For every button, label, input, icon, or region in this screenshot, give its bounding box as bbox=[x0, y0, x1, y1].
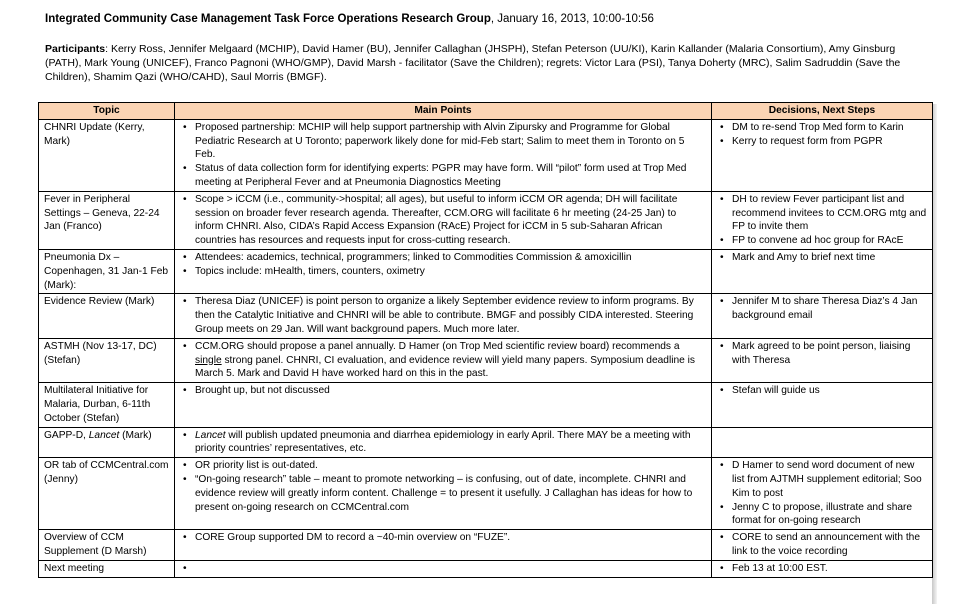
table-row bbox=[39, 338, 933, 382]
points-cell bbox=[175, 338, 712, 382]
table-row bbox=[39, 249, 933, 293]
topic-cell: Fever in Peripheral Settings – Geneva, 22-24 Jan (Franco) bbox=[39, 191, 175, 249]
point-text: will publish updated pneumonia and diarrhea epidemiology in early April. There MAY be a meeting with priority countries’ representatives, etc. bbox=[195, 429, 691, 455]
list-item: • Mark and Amy to brief next time bbox=[732, 251, 927, 265]
decisions-cell bbox=[712, 458, 933, 530]
list-item: • D Hamer to send word document of new list from AJTMH supplement editorial; Soo Kim to post bbox=[732, 459, 927, 500]
list-item: • FP to convene ad hoc group for RAcE bbox=[732, 234, 927, 248]
table-row bbox=[39, 191, 933, 249]
table-row bbox=[39, 458, 933, 530]
decisions-cell bbox=[712, 119, 933, 191]
table-row bbox=[39, 560, 933, 577]
topic-cell: Next meeting bbox=[39, 560, 175, 577]
decisions-cell bbox=[712, 427, 933, 458]
list-item: • Stefan will guide us bbox=[732, 384, 927, 398]
decisions-cell bbox=[712, 383, 933, 427]
list-item: • Scope > iCCM (i.e., community->hospital; all ages), but useful to inform iCCM OR agenda; DH will facilitate session on broader fever research agenda. Thereafter, CCM.ORG will facilitate 6 hr meeting (24-25 Jan) to inform CHNRI. Also, CIDA’s Rapid Access Expansion (RAcE) Project for iCCM in 5 sub-Saharan African countries has resources and requests input for cross-cutting research. bbox=[195, 193, 706, 248]
table-row bbox=[39, 427, 933, 458]
list-item: • Topics include: mHealth, timers, counters, oximetry bbox=[195, 265, 706, 279]
meeting-date: , January 16, 2013, 10:00-10:56 bbox=[490, 13, 654, 25]
decisions-cell bbox=[712, 560, 933, 577]
topic-cell: CHNRI Update (Kerry, Mark) bbox=[39, 119, 175, 191]
table-header-row bbox=[39, 103, 933, 120]
list-item: • Attendees: academics, technical, programmers; linked to Commodities Commission & amoxicillin bbox=[195, 251, 706, 265]
table-row bbox=[39, 530, 933, 561]
list-item: • DH to review Fever participant list and recommend invitees to CCM.ORG mtg and FP to invite them bbox=[732, 193, 927, 234]
points-cell bbox=[175, 530, 712, 561]
underlined-word: single bbox=[195, 354, 222, 366]
decisions-cell bbox=[712, 294, 933, 338]
topic-cell: Multilateral Initiative for Malaria, Durban, 6-11th October (Stefan) bbox=[39, 383, 175, 427]
point-italic: Lancet bbox=[195, 429, 226, 441]
participants-paragraph bbox=[45, 42, 915, 84]
minutes-table bbox=[38, 102, 933, 578]
points-cell bbox=[175, 383, 712, 427]
topic-cell: ASTMH (Nov 13-17, DC) (Stefan) bbox=[39, 338, 175, 382]
header-topic: Topic bbox=[39, 103, 175, 120]
points-cell bbox=[175, 458, 712, 530]
decisions-cell bbox=[712, 249, 933, 293]
list-item: • Brought up, but not discussed bbox=[195, 384, 706, 398]
decisions-cell bbox=[712, 191, 933, 249]
list-item: • Proposed partnership: MCHIP will help support partnership with Alvin Zipursky and Programme for Global Pediatric Research at U Toronto; paperwork likely done for mid-Feb start; Salim to meet them in Toronto on 5 Feb. bbox=[195, 121, 706, 162]
decisions-cell bbox=[712, 530, 933, 561]
table-row bbox=[39, 119, 933, 191]
list-item: • Theresa Diaz (UNICEF) is point person to organize a likely September evidence review to inform programs. By then the Catalytic Initiative and CHNRI will be able to contribute. BMGF and possibly CIDA interested. Steering Group meets on 29 Jan. Will want background papers. Much more later. bbox=[195, 295, 706, 336]
participants-label: Participants bbox=[45, 43, 106, 55]
table-row bbox=[39, 294, 933, 338]
group-name: Integrated Community Case Management Task Force Operations Research Group bbox=[45, 13, 491, 25]
topic-cell: OR tab of CCMCentral.com (Jenny) bbox=[39, 458, 175, 530]
point-text: strong panel. CHNRI, CI evaluation, and evidence review will yield many papers. Symposium deadline is March 5. Mark and David H have worked hard on this in the past. bbox=[195, 354, 696, 380]
points-cell bbox=[175, 191, 712, 249]
topic-text: GAPP-D, bbox=[44, 429, 89, 441]
header-main-points: Main Points bbox=[175, 103, 712, 120]
topic-cell bbox=[39, 427, 175, 458]
participants-list: : Kerry Ross, Jennifer Melgaard (MCHIP), David Hamer (BU), Jennifer Callaghan (JHSPH), Stefan Peterson (UU/KI), Karin Kallander (Malaria Consortium), Amy Ginsburg (PATH), Mark Young (UNICEF), Franco Pagnoni (WHO/GMP), David Marsh - facilitator (Save the Children); regrets: Victor Lara (PSI), Tanya Doherty (MRC), Salim Sadruddin (Save the Children), Shamim Qazi (WHO/CAHD), Saul Morris (BMGF). bbox=[45, 43, 901, 83]
list-item: • CORE Group supported DM to record a ~40-min overview on “FUZE”. bbox=[195, 531, 706, 545]
list-item: • CORE to send an announcement with the link to the voice recording bbox=[732, 531, 927, 559]
points-cell bbox=[175, 119, 712, 191]
topic-cell: Pneumonia Dx – Copenhagen, 31 Jan-1 Feb (Mark): bbox=[39, 249, 175, 293]
decisions-cell bbox=[712, 338, 933, 382]
points-cell bbox=[175, 249, 712, 293]
point-text: CCM.ORG should propose a panel annually. D Hamer (on Trop Med scientific review board) recommends a bbox=[195, 340, 680, 352]
list-item: • DM to re-send Trop Med form to Karin bbox=[732, 121, 927, 135]
topic-text: (Mark) bbox=[119, 429, 152, 441]
list-item bbox=[195, 429, 706, 457]
points-cell bbox=[175, 294, 712, 338]
list-item: • Jennifer M to share Theresa Diaz’s 4 Jan background email bbox=[732, 295, 927, 323]
topic-cell: Overview of CCM Supplement (D Marsh) bbox=[39, 530, 175, 561]
header-decisions: Decisions, Next Steps bbox=[712, 103, 933, 120]
list-item: • OR priority list is out-dated. bbox=[195, 459, 706, 473]
points-cell bbox=[175, 427, 712, 458]
points-cell bbox=[175, 560, 712, 577]
list-item bbox=[195, 340, 706, 381]
list-item: • “On-going research” table – meant to promote networking – is confusing, out of date, incomplete. CHNRI and evidence review will greatly inform content. Challenge = to present it usefully. J Callaghan has ideas for how to present on-going research on CCMCentral.com bbox=[195, 473, 706, 514]
list-item: • Mark agreed to be point person, liaising with Theresa bbox=[732, 340, 927, 368]
list-item: • Status of data collection form for identifying experts: PGPR may have form. Will “pilot” form used at Trop Med meeting at Peripheral Fever and at Pneumonia Diagnostics Meeting bbox=[195, 162, 706, 190]
list-item: • Jenny C to propose, illustrate and share format for on-going research bbox=[732, 501, 927, 529]
document-title bbox=[45, 13, 654, 25]
topic-italic: Lancet bbox=[88, 429, 120, 441]
table-row bbox=[39, 383, 933, 427]
topic-cell: Evidence Review (Mark) bbox=[39, 294, 175, 338]
list-item: • Feb 13 at 10:00 EST. bbox=[732, 562, 927, 576]
list-item: • Kerry to request form from PGPR bbox=[732, 135, 927, 149]
